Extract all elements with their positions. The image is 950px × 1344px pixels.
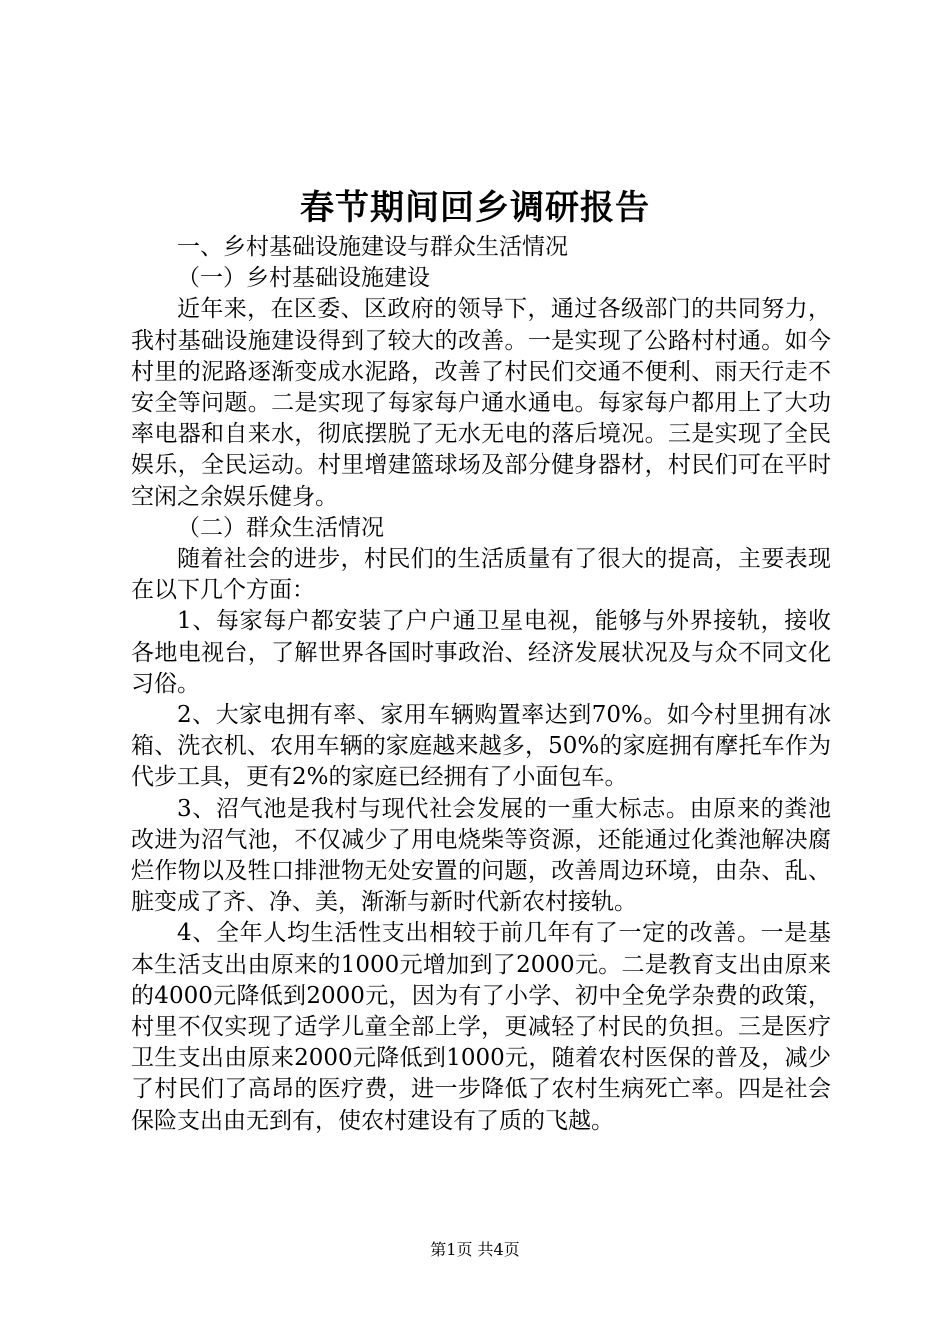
document-title: 春节期间回乡调研报告	[300, 188, 650, 228]
list-item-appliances: 2、大家电拥有率、家用车辆购置率达到70%。如今村里拥有冰箱、洗衣机、农用车辆的家庭越来越多，50%的家庭拥有摩托车作为代步工具，更有2%的家庭已经拥有了小面包车。	[131, 702, 831, 791]
subsection-heading-living: （二）群众生活情况	[177, 514, 384, 541]
page-number-footer: 第1页 共4页	[430, 1240, 520, 1259]
paragraph-living-intro: 随着社会的进步，村民们的生活质量有了很大的提高，主要表现在以下几个方面：	[131, 546, 831, 604]
section-heading-1: 一、乡村基础设施建设与群众生活情况	[177, 234, 568, 260]
list-item-tv: 1、每家每户都安装了户户通卫星电视，能够与外界接轨，接收各地电视台，了解世界各国时事政治、经济发展状况及与众不同文化习俗。	[131, 608, 831, 697]
document-body	[131, 232, 831, 1137]
paragraph-infrastructure: 近年来，在区委、区政府的领导下，通过各级部门的共同努力，我村基础设施建设得到了较大的改善。一是实现了公路村村通。如今村里的泥路逐渐变成水泥路，改善了村民们交通不便利、雨天行走不安全等问题。二是实现了每家每户通水通电。每家每户都用上了大功率电器和自来水，彻底摆脱了无水无电的落后境况。三是实现了全民娱乐，全民运动。村里增建篮球场及部分健身器材，村民们可在平时空闲之余娱乐健身。	[131, 296, 831, 510]
subsection-heading-infrastructure: （一）乡村基础设施建设	[177, 265, 430, 292]
list-item-biogas: 3、沼气池是我村与现代社会发展的一重大标志。由原来的粪池改进为沼气池，不仅减少了用电烧柴等资源，还能通过化粪池解决腐烂作物以及牲口排泄物无处安置的问题，改善周边环境，由杂、乱、脏变成了齐、净、美，渐渐与新时代新农村接轨。	[131, 795, 831, 916]
list-item-expenditure: 4、全年人均生活性支出相较于前几年有了一定的改善。一是基本生活支出由原来的1000元增加到了2000元。二是教育支出由原来的4000元降低到2000元，因为有了小学、初中全免学杂费的政策，村里不仅实现了适学儿童全部上学，更减轻了村民的负担。三是医疗卫生支出由原来2000元降低到1000元，随着农村医保的普及，减少了村民们了高昂的医疗费，进一步降低了农村生病死亡率。四是社会保险支出由无到有，使农村建设有了质的飞越。	[131, 920, 831, 1134]
